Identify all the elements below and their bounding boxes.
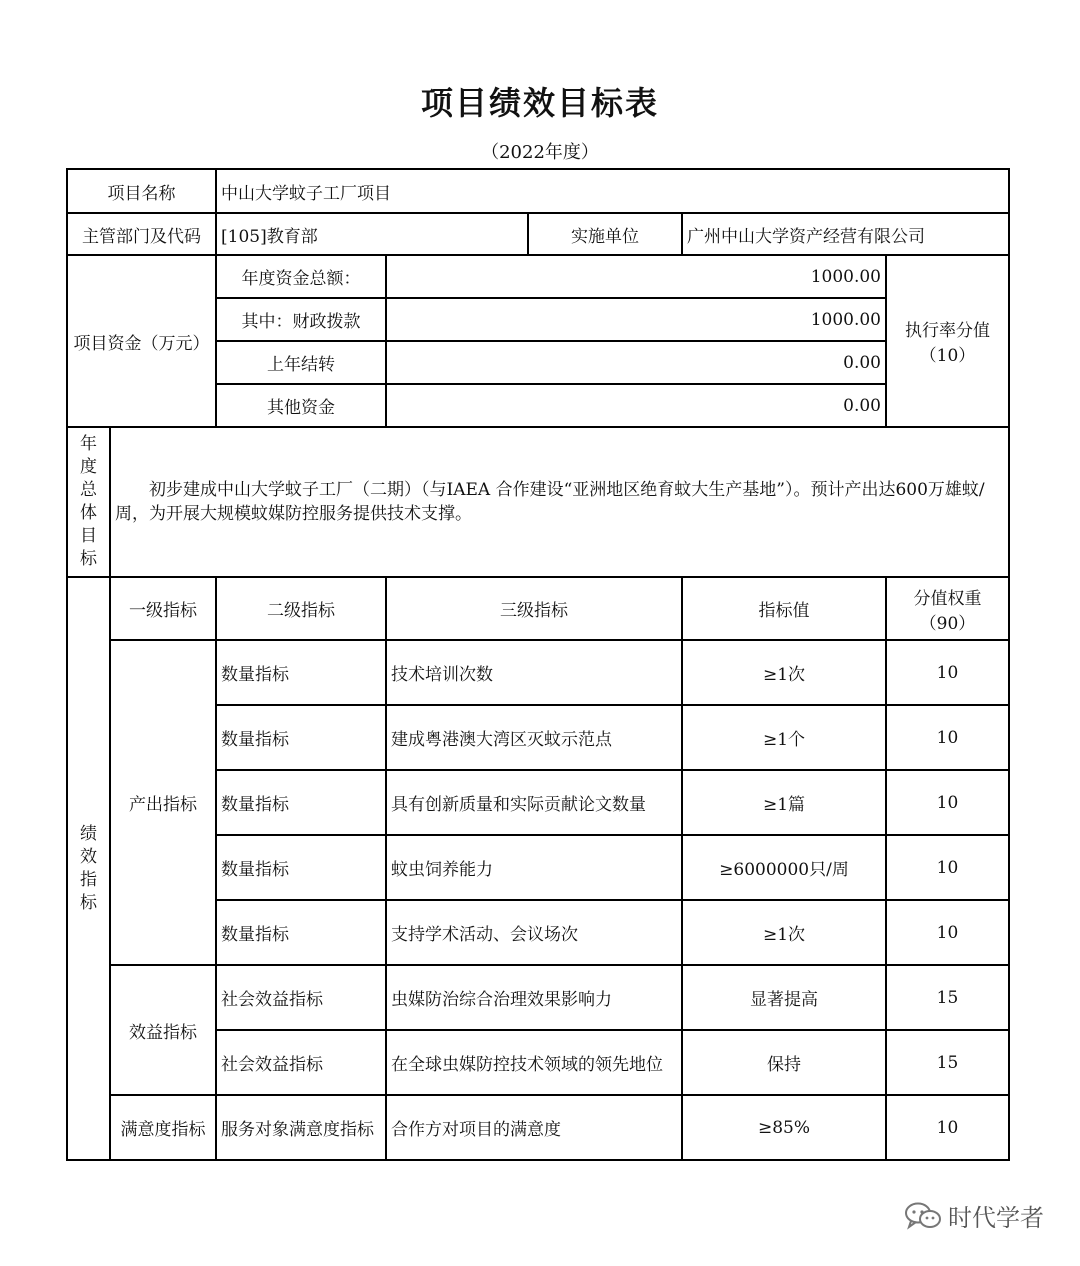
- watermark: [904, 1198, 1044, 1233]
- value-cell: ≥1个: [682, 705, 886, 770]
- dept-label: 主管部门及代码: [67, 213, 216, 255]
- project-name-value: 中山大学蚊子工厂项目: [216, 169, 1009, 213]
- value-cell: ≥1次: [682, 640, 886, 705]
- goal-text: 初步建成中山大学蚊子工厂（二期）（与IAEA 合作建设“亚洲地区绝育蚊大生产基地”）。预计产出达600万雄蚊/周，为开展大规模蚊媒防控服务提供技术支撑。: [110, 427, 1009, 577]
- page-title: 项目绩效目标表: [420, 84, 659, 122]
- level3-cell: 虫媒防治综合治理效果影响力: [386, 965, 682, 1030]
- funds-row-value: 0.00: [386, 384, 886, 427]
- funds-row-value: 0.00: [386, 341, 886, 384]
- weight-cell: 10: [886, 640, 1009, 705]
- level2-cell: 数量指标: [216, 770, 386, 835]
- funds-label: 项目资金（万元）: [67, 255, 216, 427]
- value-cell: ≥1次: [682, 900, 886, 965]
- level3-cell: 合作方对项目的满意度: [386, 1095, 682, 1160]
- funds-row-value: 1000.00: [386, 298, 886, 341]
- funds-row: [67, 255, 1009, 298]
- indicators-label-line: 绩效: [80, 823, 97, 867]
- level3-cell: 技术培训次数: [386, 640, 682, 705]
- header-value: 指标值: [682, 577, 886, 640]
- level1-cell: 效益指标: [110, 965, 216, 1095]
- weight-cell: 10: [886, 705, 1009, 770]
- goal-label-line: 总体: [80, 480, 97, 523]
- level1-cell: 产出指标: [110, 640, 216, 965]
- indicators-label-line: 指标: [80, 869, 97, 913]
- value-cell: 显著提高: [682, 965, 886, 1030]
- level2-cell: 服务对象满意度指标: [216, 1095, 386, 1160]
- funds-row-label: 其中：财政拨款: [216, 298, 386, 341]
- indicators-label: [67, 577, 110, 1160]
- wechat-icon: [904, 1201, 942, 1231]
- weight-cell: 10: [886, 770, 1009, 835]
- level2-cell: 数量指标: [216, 705, 386, 770]
- dept-row: [67, 213, 1009, 255]
- header-weight-label: 分值权重: [913, 588, 982, 609]
- level2-cell: 数量指标: [216, 900, 386, 965]
- level3-cell: 具有创新质量和实际贡献论文数量: [386, 770, 682, 835]
- unit-value: 广州中山大学资产经营有限公司: [682, 213, 1009, 255]
- unit-label: 实施单位: [528, 213, 682, 255]
- value-cell: ≥85%: [682, 1095, 886, 1160]
- funds-row-label: 年度资金总额：: [216, 255, 386, 298]
- level2-cell: 数量指标: [216, 640, 386, 705]
- header-weight-total: （90）: [919, 613, 976, 634]
- weight-cell: 15: [886, 965, 1009, 1030]
- project-name-row: [67, 169, 1009, 213]
- weight-cell: 15: [886, 1030, 1009, 1095]
- exec-rate-value: （10）: [919, 346, 976, 366]
- project-name-label: 项目名称: [67, 169, 216, 213]
- funds-row-value: 1000.00: [386, 255, 886, 298]
- value-cell: ≥1篇: [682, 770, 886, 835]
- level2-cell: 数量指标: [216, 835, 386, 900]
- value-cell: 保持: [682, 1030, 886, 1095]
- level2-cell: 社会效益指标: [216, 965, 386, 1030]
- goal-label-line: 年度: [80, 434, 97, 477]
- header-level3: 三级指标: [386, 577, 682, 640]
- level3-cell: 在全球虫媒防控技术领域的领先地位: [386, 1030, 682, 1095]
- indicator-row: [67, 640, 1009, 705]
- watermark-text: 时代学者: [948, 1204, 1044, 1232]
- exec-rate-label: 执行率分值: [905, 321, 990, 341]
- header-weight: [886, 577, 1009, 640]
- weight-cell: 10: [886, 1095, 1009, 1160]
- weight-cell: 10: [886, 900, 1009, 965]
- exec-rate-cell: [886, 255, 1009, 427]
- level1-cell: 满意度指标: [110, 1095, 216, 1160]
- year-label: （2022年度）: [481, 142, 599, 163]
- level3-cell: 蚊虫饲养能力: [386, 835, 682, 900]
- header-level2: 二级指标: [216, 577, 386, 640]
- funds-row-label: 其他资金: [216, 384, 386, 427]
- indicator-row: [67, 965, 1009, 1030]
- level3-cell: 支持学术活动、会议场次: [386, 900, 682, 965]
- level2-cell: 社会效益指标: [216, 1030, 386, 1095]
- indicator-row: [67, 1095, 1009, 1160]
- goal-label: [67, 427, 110, 577]
- indicator-header-row: [67, 577, 1009, 640]
- header-level1: 一级指标: [110, 577, 216, 640]
- performance-goal-table: [66, 168, 1010, 1161]
- funds-row-label: 上年结转: [216, 341, 386, 384]
- dept-value: [105]教育部: [216, 213, 528, 255]
- goal-label-line: 目标: [80, 526, 97, 569]
- value-cell: ≥6000000只/周: [682, 835, 886, 900]
- level3-cell: 建成粤港澳大湾区灭蚊示范点: [386, 705, 682, 770]
- weight-cell: 10: [886, 835, 1009, 900]
- goal-row: [67, 427, 1009, 577]
